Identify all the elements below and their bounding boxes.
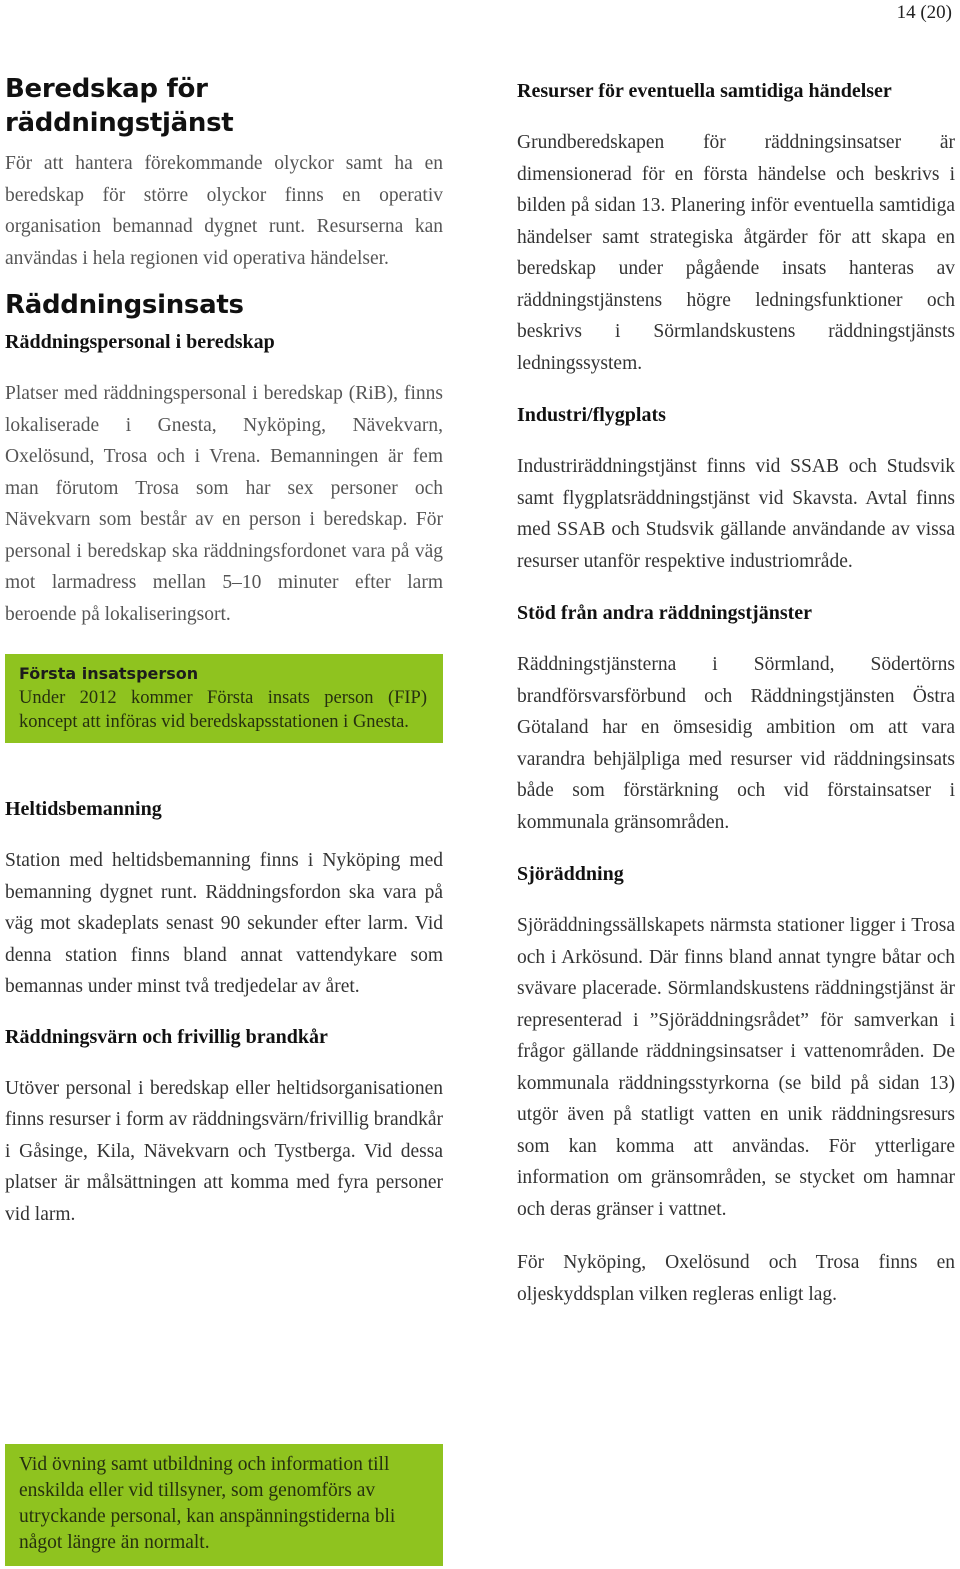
info-box-fip-text: Under 2012 kommer Första insats person (FIP) koncept att införas vid beredskapsstationen i Gnesta. (19, 688, 427, 732)
heading-sjo: Sjöräddning (517, 863, 624, 885)
paragraph-heltid: Station med heltidsbemanning finns i Nyköping med bemanning dygnet runt. Räddningsfordon ska vara på väg mot skadeplats senast 90 sekunder efter larm. Vid denna station finns bland annat vattendykare som bemannas under minst två tredjedelar av året. (5, 850, 443, 997)
heading-beredskap: Beredskap för räddningstjänst (5, 74, 234, 138)
paragraph-rib: Platser med räddningspersonal i beredskap (RiB), finns lokaliserade i Gnesta, Nyköping, Nävekvarn, Oxelösund, Trosa och i Vrena. Bemanningen är fem man förutom Trosa som har sex personer och Nävekvarn som består av en person i beredskap. För personal i beredskap ska räddningsfordonet vara på väg mot larmadress mellan 5–10 minuter efter larm beroende på lokaliseringsort. (5, 383, 443, 625)
paragraph-beredskap: För att hantera förekommande olyckor samt ha en beredskap för större olyckor finns en operativ organisation bemannad dygnet runt. Resurserna kan användas i hela regionen vid operativa händelser. (5, 153, 443, 269)
right-column (517, 72, 955, 1310)
paragraph-stod: Räddningstjänsterna i Sörmland, Södertörns brandförsvarsförbund och Räddningstjänsten Östra Götaland har en ömsesidig ambition om att vara varandra behjälpliga med resurser vid räddningsinsats både som förstärkning och vid förstainsatser i kommunala gränsområden. (517, 654, 955, 833)
info-box-bottom: Vid övning samt utbildning och information till enskilda eller vid tillsyner, som genomförs av utryckande personal, kan anspänningstiderna bli något längre än normalt. (5, 1444, 443, 1566)
page-number: 14 (20) (896, 2, 952, 23)
paragraph-resurser: Grundberedskapen för räddningsinsatser är dimensionerad för en första händelse och beskrivs i bilden på sidan 13. Planering inför eventuella samtidiga händelser samt strategiska åtgärder för att skapa en beredskap under pågående insats hanteras av räddningstjänstens högre ledningsfunktioner och beskrivs i Sörmlandskustens räddningstjänsts ledningssystem. (517, 132, 955, 374)
paragraph-industri: Industriräddningstjänst finns vid SSAB och Studsvik samt flygplatsräddningstjänst vid Skavsta. Avtal finns med SSAB och Studsvik gällande användande av vissa resurser utanför respektive industriområde. (517, 456, 955, 572)
heading-stod: Stöd från andra räddningstjänster (517, 602, 813, 624)
heading-raddningsinsats: Räddningsinsats (5, 290, 244, 320)
subheading-frivillig: Räddningsvärn och frivillig brandkår (5, 1025, 328, 1048)
subheading-rib: Räddningspersonal i beredskap (5, 331, 275, 353)
info-box-fip-title: Första insatsperson (19, 664, 199, 683)
heading-industri: Industri/flygplats (517, 404, 666, 426)
paragraph-frivillig: Utöver personal i beredskap eller heltidsorganisationen finns resurser i form av räddningsvärn/frivillig brandkår i Gåsinge, Kila, Nävekvarn och Tystberga. Vid dessa platser är målsättningen att komma med fyra personer vid larm. (5, 1077, 443, 1225)
paragraph-sjo: Sjöräddningssällskapets närmsta stationer ligger i Trosa och i Arkösund. Där finns bland annat tyngre båtar och svävare placerade. Sörmlandskustens räddningstjänst är representerad i ”Sjöräddningsrådet” för samverkan i frågor gällande räddningsinsatser i vattenområden. De kommunala räddningsstyrkorna (se bild på sidan 13) utgör även på statligt vatten en unik räddningsresurs som kan komma att användas. För ytterligare information om gränsområden, se stycket om hamnar och deras gränser i vattnet. (517, 915, 955, 1220)
info-box-fip (5, 654, 443, 743)
heading-resurser: Resurser för eventuella samtidiga händelser (517, 80, 892, 102)
subheading-heltid: Heltidsbemanning (5, 798, 162, 820)
left-column (5, 72, 443, 1230)
paragraph-olja: För Nyköping, Oxelösund och Trosa finns en oljeskyddsplan vilken regleras enligt lag. (517, 1252, 955, 1305)
